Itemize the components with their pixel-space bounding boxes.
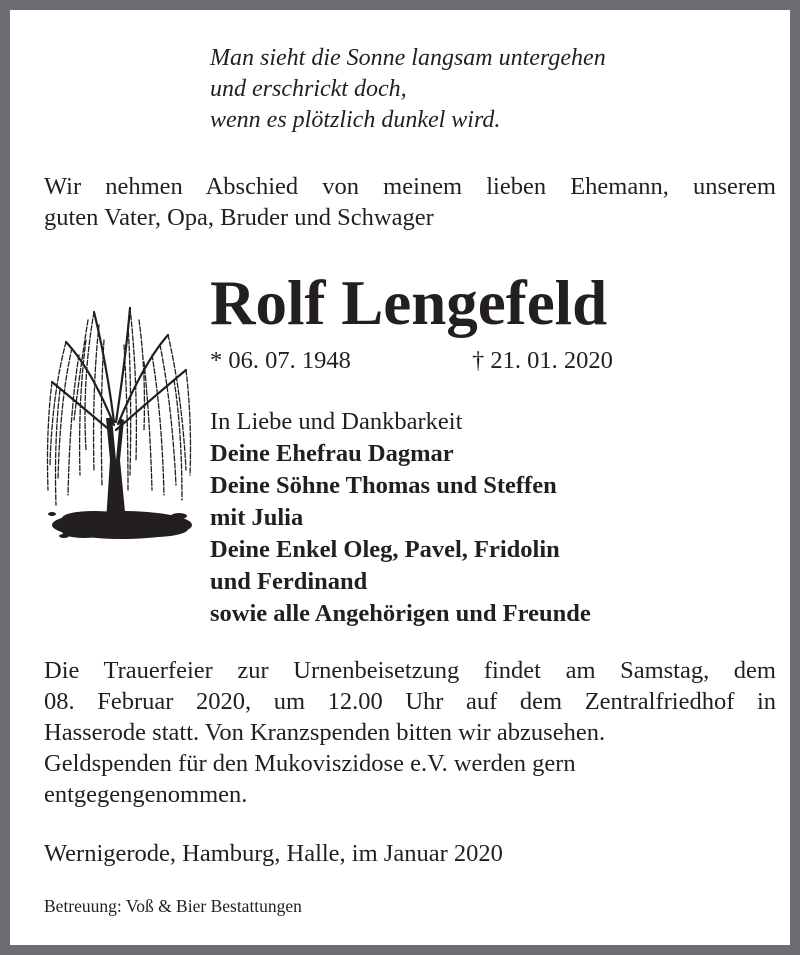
funeral-home-credit: Betreuung: Voß & Bier Bestattungen [44, 896, 302, 916]
funeral-line: Die Trauerfeier zur Urnenbeisetzung findet am Samstag, dem [44, 657, 776, 684]
quote-line: wenn es plötzlich dunkel wird. [210, 107, 501, 133]
mourner-line: Deine Ehefrau Dagmar [210, 440, 454, 467]
funeral-line: Hasserode statt. Von Kranzspenden bitten wir abzusehen. [44, 719, 606, 746]
farewell-line: Wir nehmen Abschied von meinem lieben Ehemann, unserem [44, 173, 776, 200]
death-date: † 21. 01. 2020 [472, 347, 613, 374]
funeral-line: Geldspenden für den Mukoviszidose e.V. werden gern [44, 750, 576, 777]
deceased-name: Rolf Lengefeld [210, 268, 608, 338]
mourners-list [210, 406, 591, 630]
mourner-line: sowie alle Angehörigen und Freunde [210, 600, 591, 627]
farewell-text [44, 171, 776, 233]
birth-date: * 06. 07. 1948 [210, 347, 351, 374]
farewell-line: guten Vater, Opa, Bruder und Schwager [44, 204, 434, 231]
quote-line: Man sieht die Sonne langsam untergehen [210, 45, 606, 71]
mourner-line: Deine Söhne Thomas und Steffen [210, 472, 557, 499]
mourner-line: und Ferdinand [210, 568, 368, 595]
funeral-line: 08. Februar 2020, um 12.00 Uhr auf dem Zentralfriedhof in [44, 688, 776, 715]
weeping-willow-icon [44, 300, 194, 555]
funeral-line: entgegengenommen. [44, 781, 248, 808]
funeral-details [44, 655, 776, 810]
memorial-quote [210, 43, 606, 136]
mourner-line: mit Julia [210, 504, 304, 531]
mourners-intro: In Liebe und Dankbarkeit [210, 408, 463, 435]
place-and-date: Wernigerode, Hamburg, Halle, im Januar 2020 [44, 840, 503, 867]
mourner-line: Deine Enkel Oleg, Pavel, Fridolin [210, 536, 560, 563]
quote-line: und erschrickt doch, [210, 76, 407, 102]
